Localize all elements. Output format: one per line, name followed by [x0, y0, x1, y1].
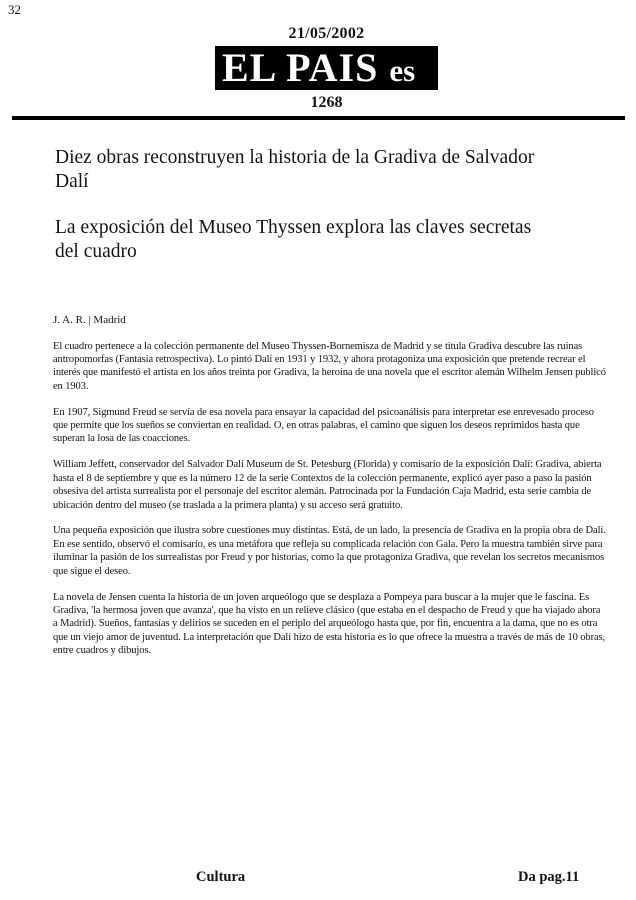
body-paragraph: William Jeffett, conservador del Salvador Dalí Museum de St. Petesburg (Florida) y comisario de la exposición Dalí: Gradiva, abierta hasta el 8 de septiembre y que es la número 12 de la serie Contextos de la colección permanente, explicó ayer paso a paso la pasión obsesiva del artista surrealista por el personaje del escritor alemán. Patrocinada por la Fundación Caja Madrid, esta serie cambia de ubicación dentro del museo (se traslada a la primera planta) y su acceso será gratuito.	[53, 459, 602, 511]
clipping-date: 21/05/2002	[288, 25, 365, 42]
brand-suffix: es	[389, 53, 416, 88]
body-paragraph: En 1907, Sigmund Freud se servía de esa novela para ensayar la capacidad del psicoanálisis para interpretar ese enrevesado proceso que permite que los sueños se conviertan en realidad. O, en otras palabras, el camino que siguen los deseos reprimidos hasta que superan la losa de las coacciones.	[53, 406, 594, 445]
brand-name: EL PAIS	[222, 46, 379, 90]
divider-rule	[12, 116, 625, 120]
body-paragraph: La novela de Jensen cuenta la historia de un joven arqueólogo que se desplaza a Pompeya para buscar a la mujer que le fascina. Es Gradiva, 'la hermosa joven que avanza', que ha visto en un relieve clásico (que estaba en el despacho de Freud y que ha viajado ahora a Madrid). Sueños, fantasías y delirios se suceden en el periplo del arqueólogo hasta que, por fin, encuentra a la dama, que no es otra que un viejo amor de juventud. La interpretación que Dalí hizo de esta historia es lo que ofrece la muestra a través de más de 10 obras, entre cuadros y dibujos.	[53, 591, 606, 657]
edition-number: 1268	[310, 94, 343, 111]
el-pais-logo	[215, 46, 438, 90]
subheadline: La exposición del Museo Thyssen explora las claves secretas del cuadro	[55, 217, 532, 262]
body-paragraph: El cuadro pertenece a la colección permanente del Museo Thyssen-Bornemisza de Madrid y se titula Gradiva descubre las ruinas antropomorfas (Fantasía retrospectiva). Lo pintó Dalí en 1931 y 1932, y ahora protagoniza una exposición que pretende recrear el interés que manifestó el artista en los años treinta por Gradiva, la heroína de una novela que el escritor alemán Wilhelm Jensen publicó en 1903.	[53, 340, 606, 392]
footer-page-ref: Da pag.11	[518, 869, 580, 885]
footer-section-label: Cultura	[196, 869, 246, 885]
headline: Diez obras reconstruyen la historia de la Gradiva de Salvador Dalí	[55, 147, 535, 192]
corner-page-number: 32	[8, 2, 21, 17]
byline: J. A. R. | Madrid	[53, 314, 126, 326]
body-paragraph: Una pequeña exposición que ilustra sobre cuestiones muy distintas. Está, de un lado, la presencia de Gradiva en la propia obra de Dalí. En ese sentido, observó el comisario, es una metáfora que refleja su complicada relación con Gala. Pero la muestra también sirve para iluminar la pasión de los surrealistas por Freud y por historias, como la que protagoniza Gradiva, que revelan los secretos mecanismos que sigue el deseo.	[53, 525, 606, 577]
article-body	[53, 146, 607, 658]
